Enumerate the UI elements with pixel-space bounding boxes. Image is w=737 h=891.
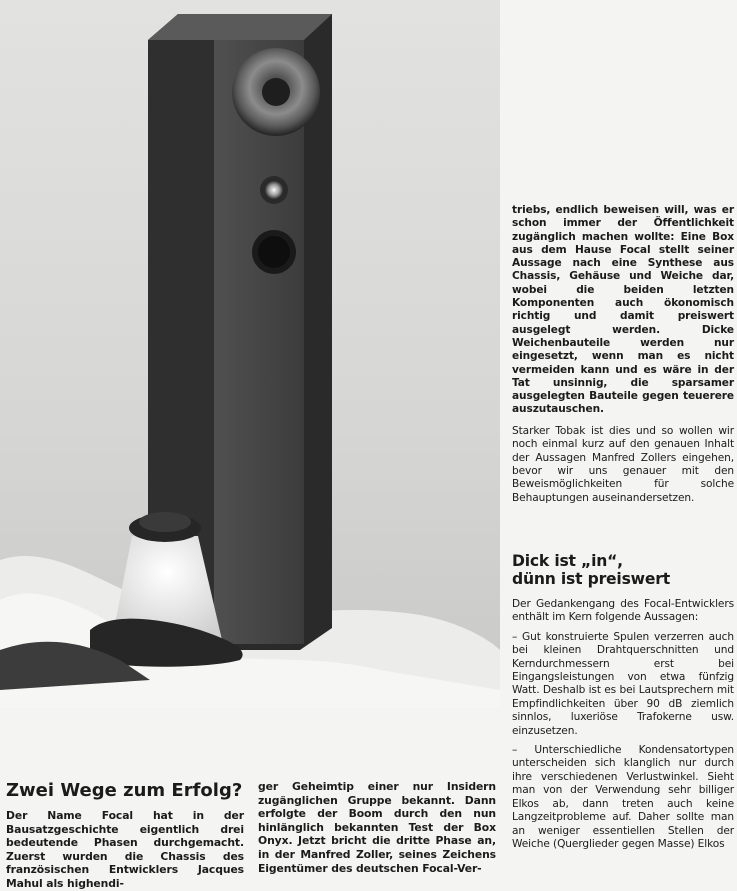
right-column-body: Starker Tobak ist dies und so wollen wir noch einmal kurz auf den genauen Inhalt der Aussagen Manfred Zollers eingehen, bevor wir uns genauer mit den Beweismöglichkeiten für solche Behauptungen auseinandersetzen.	[512, 424, 734, 504]
right-column-lead: triebs, endlich beweisen will, was er schon immer der Öffentlichkeit zugänglich machen wollte: Eine Box aus dem Hause Focal stellt seiner Aussage nach eine Synthese aus Chassis, Gehäuse und Weiche dar, wobei die beiden letzten Komponenten auch ökonomisch richtig und damit preiswert ausgelegt werden. Dicke Weichenbauteile werden nur eingesetzt, wenn man es nicht vermeiden kann und es wäre in der Tat unsinnig, die sparsamer ausgelegten Bauteile gegen teuerere auszutauschen.	[512, 204, 734, 416]
sub-body-p2: – Gut konstruierte Spulen verzerren auch bei kleinen Drahtquerschnitten und Kerndurchmessern erst bei Eingangsleistungen von etwa fünfzig Watt. Deshalb ist es bei Lautsprechern mit Empfindlichkeiten über 90 dB ziemlich sinnlos, luxeriöse Trafokerne usw. einzusetzen.	[512, 630, 734, 737]
middle-column-lead: ger Geheimtip einer nur Insidern zugänglichen Gruppe bekannt. Dann erfolgte der Boom durch den nun hinlänglich bekannten Test der Box Onyx. Jetzt bricht die dritte Phase an, in der Manfred Zoller, seines Zeichens Eigentümer des deutschen Focal-Ver-	[258, 780, 496, 875]
sub-body-p1: Der Gedankengang des Focal-Entwicklers enthält im Kern folgende Aussagen:	[512, 598, 734, 624]
left-column	[6, 809, 244, 891]
sub-body-p3: – Unterschiedliche Kondensatortypen unterscheiden sich klanglich nur durch ihre verschiedenen Verlustwinkel. Sieht man von der Verwendung sehr billiger Elkos ab, dann treten auch keine Langzeitprobleme auf. Daher sollte man an weniger essentiellen Stellen der Weiche (Querglieder gegen Masse) Elkos	[512, 744, 734, 850]
middle-column	[258, 780, 496, 875]
subheading-body	[512, 598, 734, 857]
article-heading: Zwei Wege zum Erfolg?	[6, 780, 243, 801]
right-column	[512, 204, 734, 505]
subheading-line1: Dick ist „in“,	[512, 552, 623, 570]
subheading	[512, 552, 734, 588]
left-column-lead: Der Name Focal hat in der Bausatzgeschichte eigentlich drei bedeutende Phasen durchgemacht. Zuerst wurden die Chassis des französischen Entwicklers Jacques Mahul als highendi-	[6, 809, 244, 890]
subheading-line2: dünn ist preiswert	[512, 570, 670, 588]
